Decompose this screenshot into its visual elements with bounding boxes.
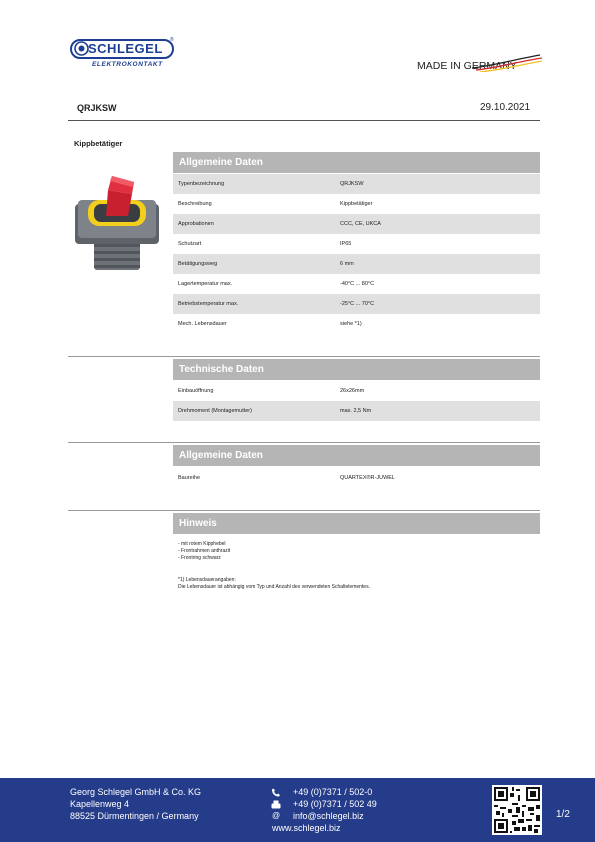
section-divider [68,442,540,443]
footer-phone: +49 (0)7371 / 502-0 [293,787,373,797]
row-value: -40°C ... 80°C [340,281,375,287]
table-row [173,234,540,254]
row-key: Einbauöffnung [178,388,214,394]
logo-emblem-icon [74,41,89,56]
footer [0,778,595,842]
german-flag-swoosh-icon [472,54,542,72]
table-row [173,254,540,274]
row-key: Drehmoment (Montagemutter) [178,408,252,414]
section-header-series: Allgemeine Daten [173,445,540,466]
table-row [173,381,540,401]
row-key: Approbationen [178,221,214,227]
section-divider [68,510,540,511]
logo-subtitle: ELEKTROKONTAKT [92,61,163,68]
row-value: QRJKSW [340,181,364,187]
toggle-actuator-product-image [72,170,162,278]
section-header-technical-data: Technische Daten [173,359,540,380]
footer-email-link[interactable]: info@schlegel.biz [293,811,364,821]
row-value: max. 2,5 Nm [340,408,372,414]
note-line: - Frontring schwarz [178,555,221,561]
brand-logo [70,38,180,74]
row-value: QUARTEX®R-JUWEL [340,475,395,481]
footer-company: Georg Schlegel GmbH & Co. KG [70,787,202,797]
section-divider [68,356,540,357]
row-value: siehe *1) [340,321,362,327]
table-row [173,294,540,314]
table-row [173,401,540,421]
table-row [173,214,540,234]
qr-code[interactable] [492,785,542,835]
row-key: Betätigungsweg [178,261,218,267]
document-date: 29.10.2021 [480,102,531,113]
footnote-text: Die Lebensdauer ist abhängig vom Typ und Anzahl des verwendeten Schaltelementes. [178,584,370,590]
row-key: Typenbezeichnung [178,181,225,187]
row-key: Lagertemperatur max. [178,281,233,287]
table-row [173,194,540,214]
section-header-general-data: Allgemeine Daten [173,152,540,173]
section-header-notes: Hinweis [173,513,540,534]
header-divider [68,120,540,121]
row-key: Mech. Lebensdauer [178,321,227,327]
row-value: Kippbetätiger [340,201,373,207]
page-number: 1/2 [556,809,570,820]
row-value: -25°C ... 70°C [340,301,375,307]
row-key: Betriebstemperatur max. [178,301,239,307]
logo-brand-name: SCHLEGEL [88,41,163,56]
product-code: QRJKSW [77,103,117,113]
footnote-title: *1) Lebensdauerangaben: [178,577,236,583]
logo-registered-mark: ® [170,37,174,43]
row-key: Beschreibung [178,201,212,207]
made-in-label: MADE IN GERMANY [417,60,517,72]
row-value: CCC, CE, UKCA [340,221,381,227]
table-row [173,314,540,334]
note-line: - Frontrahmen anthrazit [178,548,231,554]
row-key: Schutzart [178,241,202,247]
row-value: 26x26mm [340,388,365,394]
fax-icon [271,800,281,809]
footer-web-link[interactable]: www.schlegel.biz [272,823,341,833]
table-row [173,468,540,488]
footer-city: 88525 Dürmentingen / Germany [70,811,199,821]
note-line: - mit rotem Kipphebel [178,541,226,547]
footer-street: Kapellenweg 4 [70,799,130,809]
phone-icon [271,788,281,797]
row-value: IP65 [340,241,352,247]
email-icon: @ [272,811,281,820]
footer-fax: +49 (0)7371 / 502 49 [293,799,377,809]
row-value: 6 mm [340,261,354,267]
table-row [173,174,540,194]
product-title: Kippbetätiger [74,139,123,148]
row-key: Baureihe [178,475,201,481]
table-row [173,274,540,294]
